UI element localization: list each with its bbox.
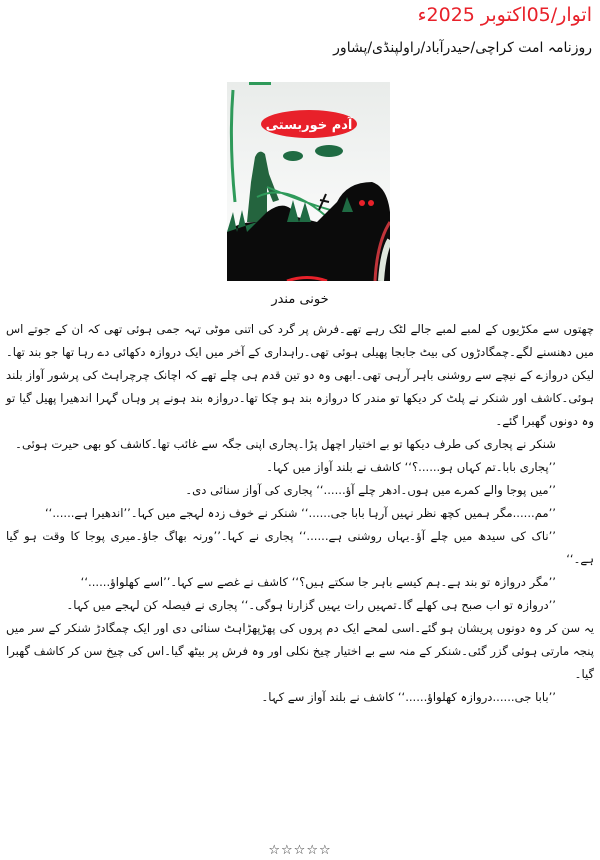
story-paragraph: ’’مگر دروازہ تو بند ہے۔ہم کیسے باہر جا سکتے ہیں؟‘‘ کاشف نے غصے سے کہا۔’’اسے کھلواؤ......‘‘: [80, 575, 556, 589]
newspaper-source: روزنامہ امت کراچی/حیدرآباد/راولپنڈی/پشاور: [333, 40, 592, 56]
story-paragraph: یہ سن کر وہ دونوں پریشان ہو گئے۔اسی لمحے ایک دم پروں کی پھڑپھڑاہٹ سنائی دی اور ایک چمگادڑ شنکر کے سر میں پنجہ مارتی ہوئی گزر گئی۔شنکر کے منہ سے بے اختیار چیخ نکلی اور وہ فرش پر بیٹھ گیا۔اس کی چیخ سن کر کاشف گھبرا گیا۔: [6, 621, 594, 681]
red-eye: [359, 200, 365, 206]
story-paragraph: ’’پجاری بابا۔تم کہاں ہو......؟‘‘ کاشف نے بلند آواز میں کہا۔: [266, 460, 556, 474]
publication-date: اتوار/05اکتوبر 2025ء: [417, 4, 592, 26]
story-paragraph: چھتوں سے مکڑیوں کے لمبے لمبے جالے لٹک رہے تھے۔فرش پر گرد کی اتنی موٹی تہہ جمی ہوئی تھی کہ ان کے جوتے اس میں دھنسنے لگے۔چمگادڑوں کی بیٹ جابجا پھیلی ہوئی تھی۔راہداری کے آخر میں ایک دروازہ دکھائی دے رہا تھا جو بند تھا۔لیکن دروازے کے نیچے سے روشنی باہر آرہی تھی۔ابھی وہ دو تین قدم ہی چلے تھے کہ اچانک چرچراہٹ کی پرشور آواز بلند ہوئی۔کاشف اور شنکر نے پلٹ کر دیکھا تو مندر کا دروازہ بند ہو چکا تھا۔دروازہ بند ہونے پر وہاں گہرا اندھیرا پھیل گیا تو وہ دونوں گھبرا گئے۔: [6, 322, 594, 428]
story-body: [6, 318, 594, 709]
end-mark-stars: ☆☆☆☆☆: [268, 843, 332, 858]
cover-title-text: آدم خوربستی: [265, 118, 353, 133]
story-cover-image: [227, 82, 390, 281]
story-paragraph: شنکر نے پجاری کی طرف دیکھا تو بے اختیار اچھل پڑا۔پجاری اپنی جگہ سے غائب تھا۔کاشف کو بھی حیرت ہوئی۔: [15, 437, 556, 451]
story-paragraph: ’’مم......مگر ہمیں کچھ نظر نہیں آرہا بابا جی......‘‘ شنکر نے خوف زدہ لہجے میں کہا۔’’اندھیرا ہے......‘‘: [44, 506, 556, 520]
story-title: خونی مندر: [271, 292, 329, 307]
red-eye: [368, 200, 374, 206]
story-paragraph: ’’ناک کی سیدھ میں چلے آؤ۔یہاں روشنی ہے......‘‘ پجاری نے کہا۔’’ورنہ بھاگ جاؤ۔میری پوجا کا وقت ہو گیا ہے۔‘‘: [6, 529, 594, 566]
cover-illustration: [227, 82, 390, 281]
story-paragraph: ’’میں پوجا والے کمرے میں ہوں۔ادھر چلے آؤ......‘‘ پجاری کی آواز سنائی دی۔: [185, 483, 556, 497]
story-paragraph: ’’دروازہ تو اب صبح ہی کھلے گا۔تمہیں رات یہیں گزارنا ہوگی۔‘‘ پجاری نے فیصلہ کن لہجے میں کہا۔: [66, 598, 556, 612]
story-paragraph: ’’بابا جی......دروازہ کھلواؤ......‘‘ کاشف نے بلند آواز سے کہا۔: [261, 690, 556, 704]
